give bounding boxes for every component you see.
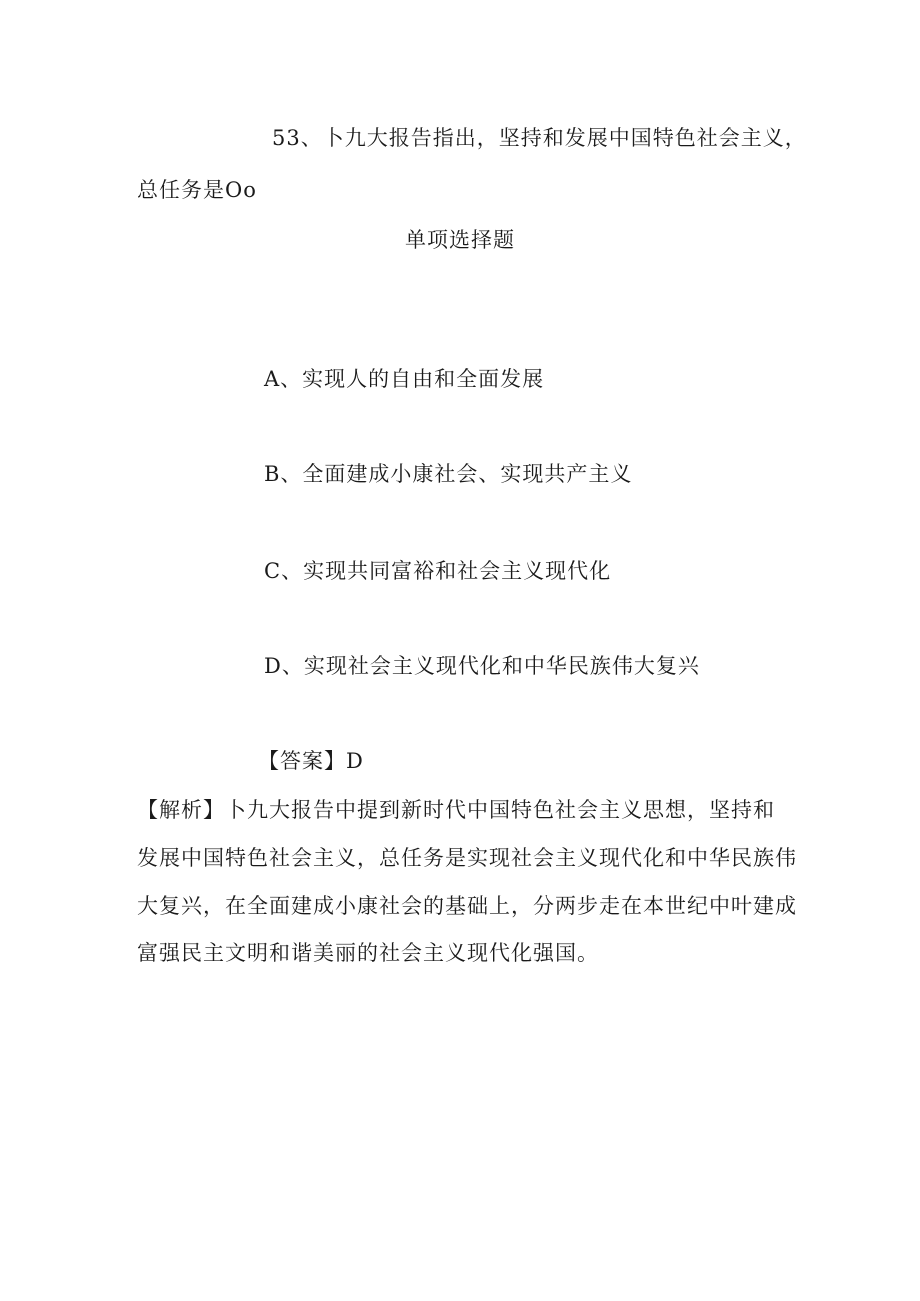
question-text-line-2: 总任务是Oo (137, 178, 257, 202)
question-text-line-1: 53、卜九大报告指出，坚持和发展中国特色社会主义， (272, 126, 807, 150)
option-c: C、实现共同富裕和社会主义现代化 (264, 559, 612, 583)
question-type-label: 单项选择题 (405, 228, 515, 252)
option-a: A、实现人的自由和全面发展 (264, 367, 545, 391)
option-b: B、全面建成小康社会、实现共产主义 (264, 462, 633, 486)
explanation-line-3: 大复兴，在全面建成小康社会的基础上，分两步走在本世纪中叶建成 (137, 894, 797, 918)
answer-line: 【答案】D (258, 749, 364, 773)
explanation-line-4: 富强民主文明和谐美丽的社会主义现代化强国。 (137, 941, 599, 965)
explanation-line-2: 发展中国特色社会主义，总任务是实现社会主义现代化和中华民族伟 (137, 846, 797, 870)
option-d: D、实现社会主义现代化和中华民族伟大复兴 (264, 654, 700, 678)
explanation-line-1: 【解析】卜九大报告中提到新时代中国特色社会主义思想，坚持和 (137, 798, 775, 822)
